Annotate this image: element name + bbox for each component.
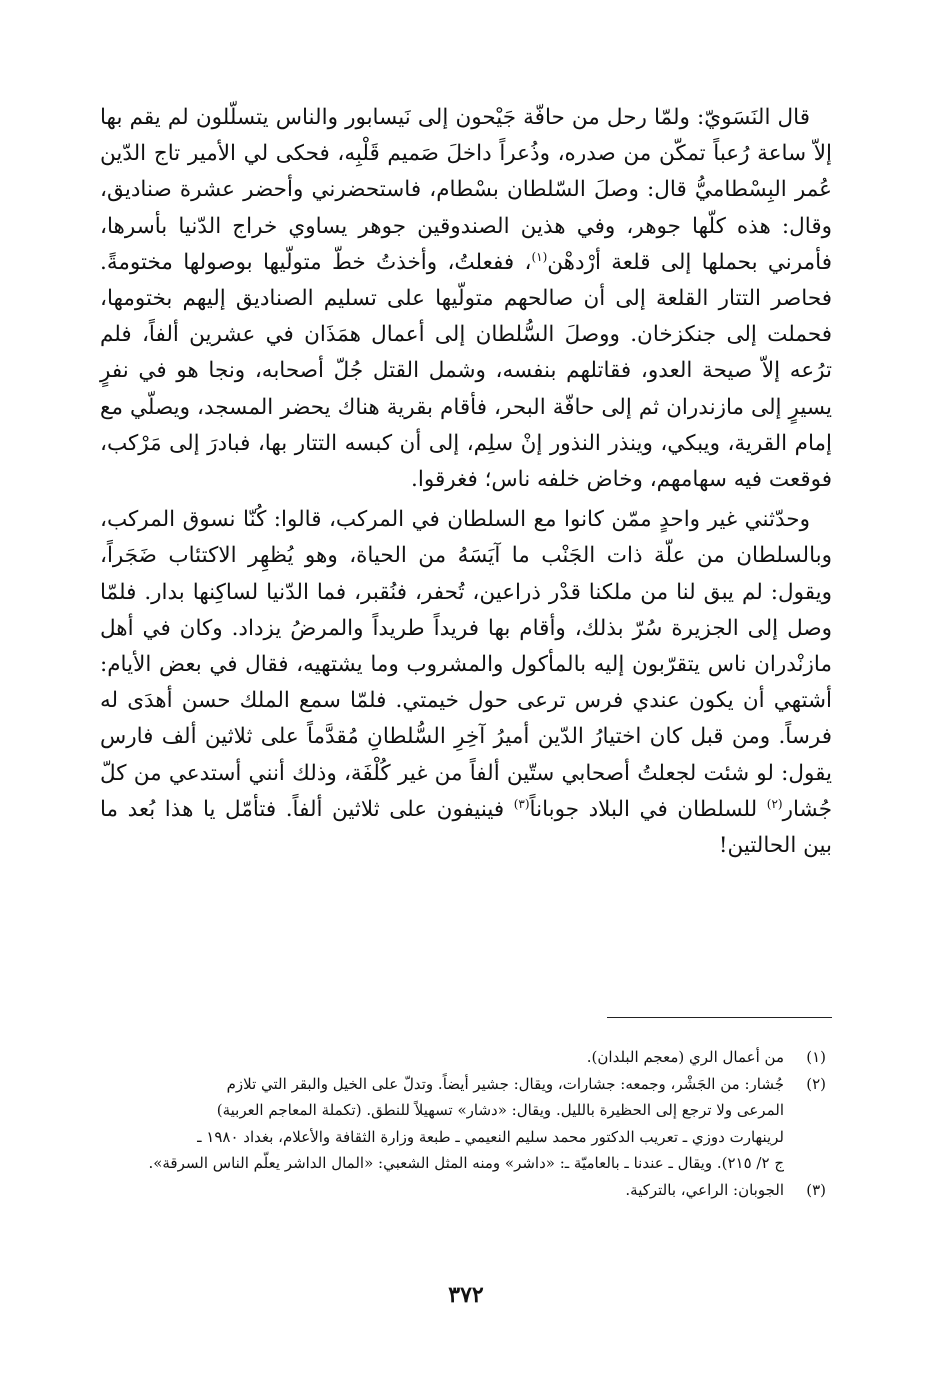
footnote-3 [100,1177,832,1204]
paragraph-2-text-b: للسلطان في البلاد جوباناً [529,796,767,822]
paragraph-2-text-a: وحدّثني غير واحدٍ ممّن كانوا مع السلطان في المركب، قالوا: كُنّا نسوق المركب، وبالسلطان من علّة ذات الجَنْب ما آيَسَهُ من الحياة، وهو يُظهِر الاكتئاب ضَجَراً، ويقول: لم يبق لنا من ملكنا قدْر ذراعين، تُحفر، فنُقبر، فما الدّنيا لساكِنها بدار. فلمّا وصل إلى الجزيرة سُرّ بذلك، وأقام بها فريداً طريداً والمرضُ يزداد. وكان في أهل مازنْدران ناس يتقرّبون إليه بالمأكول والمشروب وما يشتهيه، فقال في بعض الأيام: أشتهي أن يكون عندي فرس ترعى حول خيمتي. فلمّا سمع الملك حسن أهدَى له فرساً. ومن قبل كان اختيارُ الدّين أميرُ آخِرِ السُّلطانِ مُقدَّماً على ثلاثين ألف فارس يقول: لو شئت لجعلتُ أصحابي ستّين ألفاً من غير كُلْفَة، وذلك أنني أستدعي من كلّ جُشار [100,507,833,822]
paragraph-2-text-c: فينيفون على ثلاثين ألفاً. فتأمّل يا هذا بُعد ما بين الحالتين! [100,796,832,859]
paragraph-1-text-b: ، ففعلتُ، وأخذتُ خطّ متولّيها بوصولها مختومةً. فحاصر التتار القلعة إلى أن صالحهم متولّيها على تسليم الصناديق إليهم بختومها، فحملت إلى جنكزخان. ووصلَ السُّلطان إلى أعمال همَذَان في عشرين ألفاً، فلم ترُعه إلاّ صيحة العدو، فقاتلهم بنفسه، وشمل القتل جُلّ أصحابه، ونجا هو في نفرٍ يسيرٍ إلى مازندران ثم إلى حافّة البحر، فأقام بقرية هناك يحضر المسجد، ويصلّي مع إمام القرية، ويبكي، وينذر النذور إنْ سلِم، إلى أن كبسه التتار بها، فبادرَ إلى مَرْكب، فوقعت فيه سهامهم، وخاض خلفه ناس؛ فغرقوا. [100,249,833,493]
footnote-separator [607,1017,832,1018]
footnote-line: لرينهارت دوزي ـ تعريب الدكتور محمد سليم النعيمي ـ طبعة وزارة الثقافة والأعلام، بغداد ١٩٨٠ ـ [197,1127,784,1146]
paragraph-1 [100,100,832,498]
footnote-line: الجوبان: الراعي، بالتركية. [625,1180,784,1199]
main-text [100,100,832,864]
footnotes [100,1044,832,1203]
page-number: ٣٧٢ [448,1282,484,1308]
paragraph-1-text-a: قال النَسَويّ: ولمّا رحل من حافّة جَيْحون إلى نَيسابور والناس يتسلّلون لم يقم بها إلاّ ساعة رُعباً تمكّن من صدره، وذُعراً داخلَ صَميم قَلْبِه، فحكى لي الأمير تاج الدّين عُمر البِسْطاميُّ قال: وصلَ السّلطان بسْطام، فاستحضرني وأحضر عشرة صناديق، وقال: هذه كلّها جوهر، وفي هذين الصندوقين جوهر يساوي خراج الدّنيا بأسرها، فأمرني بحملها إلى قلعة أرْدهْن [100,105,832,275]
footnote-number: (٣) [806,1180,826,1199]
footnote-ref-2: (٢) [766,796,783,811]
footnote-number: (١) [806,1048,826,1066]
paragraph-2 [100,502,832,864]
footnote-line: من أعمال الري (معجم البلدان). [586,1048,784,1066]
footnote-line: ج ٢/ ٢١٥). ويقال ـ عندنا ـ بالعاميّة ـ: «داشر» ومنه المثل الشعبي: «المال الداشر يعلّم الناس السرقة». [148,1154,784,1172]
footnote-line: جُشار: من الجَشْر، وجمعه: جشارات، ويقال: جشير أيضاً. وتدلّ على الخيل والبقر التي تلازم [226,1074,784,1093]
footnote-2 [100,1071,832,1177]
footnote-line: المرعى ولا ترجع إلى الحظيرة بالليل. ويقال: «دشار» تسهيلاً للنطق. (تكملة المعاجم العربية) [216,1101,784,1119]
footnote-number: (٢) [806,1074,826,1093]
footnote-1 [100,1044,832,1071]
footnote-ref-3: (٣) [513,796,530,811]
footnote-ref-1: (١) [531,249,548,264]
